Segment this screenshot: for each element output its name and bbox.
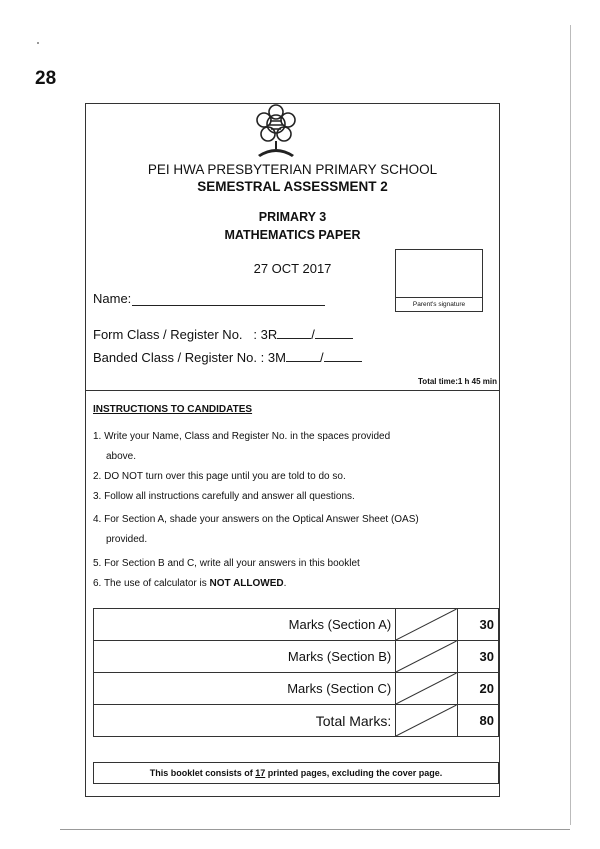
page-count-note: This booklet consists of 17 printed pages, excluding the cover page.	[93, 762, 499, 784]
instruction-2: 2. DO NOT turn over this page until you are told to do so.	[93, 471, 346, 482]
form-class-slash: /	[311, 327, 315, 342]
exam-title: SEMESTRAL ASSESSMENT 2	[197, 179, 388, 194]
marks-row-section-b	[94, 641, 499, 673]
marks-entry-box	[396, 673, 457, 705]
scan-edge-bottom	[60, 829, 570, 830]
banded-class-row	[93, 349, 362, 365]
marks-label: Marks (Section A)	[94, 609, 396, 641]
subject: MATHEMATICS PAPER	[224, 228, 361, 242]
banded-class-slash: /	[319, 350, 324, 365]
total-time: Total time:1 h 45 min	[418, 377, 497, 386]
marks-total: 80	[457, 705, 498, 737]
signature-label: Parent's signature	[396, 297, 482, 311]
scan-edge-right	[570, 25, 571, 825]
section-divider	[86, 390, 499, 391]
form-register-field[interactable]	[315, 326, 353, 339]
instruction-1: 1. Write your Name, Class and Register No. in the spaces provided above.	[93, 431, 391, 462]
marks-total: 30	[457, 609, 498, 641]
banded-register-field[interactable]	[324, 349, 362, 362]
level: PRIMARY 3	[258, 210, 327, 224]
marks-total: 30	[457, 641, 498, 673]
school-crest-icon	[252, 103, 300, 159]
marks-entry-box	[396, 641, 457, 673]
school-name: PEI HWA PRESBYTERIAN PRIMARY SCHOOL	[147, 162, 438, 177]
name-label: Name:	[93, 291, 132, 306]
form-class-label: Form Class / Register No.	[93, 327, 243, 342]
marks-row-section-c	[94, 673, 499, 705]
instruction-3: 3. Follow all instructions carefully and answer all questions.	[93, 491, 355, 502]
instruction-5: 5. For Section B and C, write all your answers in this booklet	[93, 558, 360, 569]
instructions-title: INSTRUCTIONS TO CANDIDATES	[93, 404, 253, 415]
page-count: 17	[255, 768, 266, 778]
parent-signature-box[interactable]	[395, 249, 483, 312]
instruction-6: 6. The use of calculator is NOT ALLOWED.	[93, 578, 287, 589]
marks-label: Marks (Section C)	[94, 673, 396, 705]
marks-entry-box	[396, 705, 457, 737]
form-class-field[interactable]	[277, 326, 311, 339]
form-class-row	[93, 326, 353, 342]
marks-table	[93, 608, 499, 737]
banded-class-label: Banded Class / Register No.	[93, 350, 258, 365]
exam-date: 27 OCT 2017	[253, 261, 332, 276]
marks-row-total	[94, 705, 499, 737]
marks-entry-box	[396, 609, 457, 641]
scan-dot	[37, 42, 39, 44]
banded-class-field[interactable]	[286, 349, 320, 362]
page-number: 28	[35, 68, 57, 89]
marks-row-section-a	[94, 609, 499, 641]
name-field[interactable]	[132, 305, 325, 306]
banded-class-prefix: : 3M	[260, 350, 286, 365]
marks-label: Marks (Section B)	[94, 641, 396, 673]
marks-label: Total Marks:	[94, 705, 396, 737]
form-class-prefix: : 3R	[253, 327, 278, 342]
instruction-4: 4. For Section A, shade your answers on the Optical Answer Sheet (OAS) provided.	[93, 514, 419, 545]
marks-total: 20	[457, 673, 498, 705]
